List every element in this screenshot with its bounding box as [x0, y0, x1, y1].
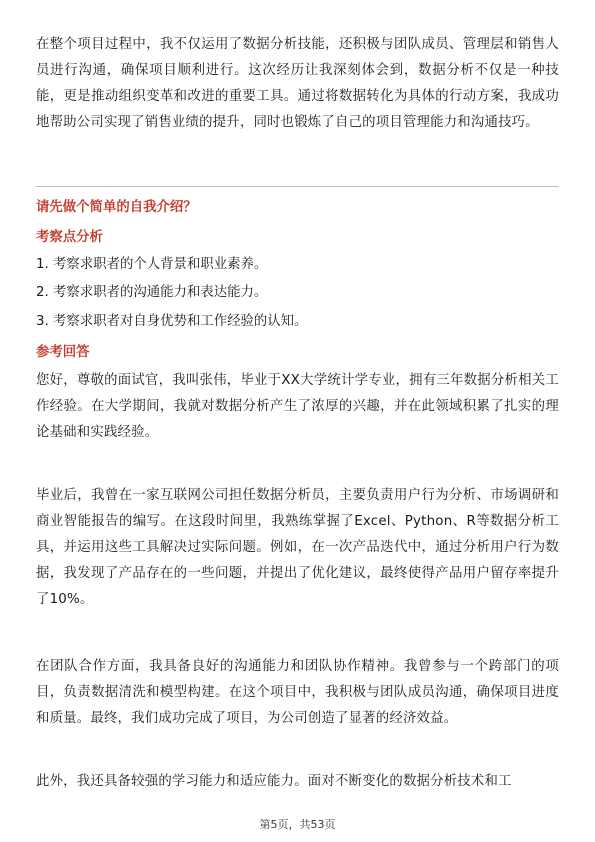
analysis-point: 1. 考察求职者的个人背景和职业素养。: [36, 257, 268, 272]
answer-paragraph: 此外，我还具备较强的学习能力和适应能力。面对不断变化的数据分析技术和工: [36, 774, 512, 789]
section-divider: [36, 186, 559, 187]
analysis-heading: 考察点分析: [36, 230, 103, 245]
answer-paragraph: 您好，尊敬的面试官，我叫张伟，毕业于XX大学统计学专业，拥有三年数据分析相关工作经验。在大学期间，我就对数据分析产生了浓厚的兴趣，并在此领域积累了扎实的理论基础和实践经验。: [36, 373, 559, 440]
page-number: 第5页，共53页: [259, 818, 336, 831]
intro-paragraph: 在整个项目过程中，我不仅运用了数据分析技能，还积极与团队成员、管理层和销售人员进行沟通，确保项目顺利进行。这次经历让我深刻体会到，数据分析不仅是一种技能，更是推动组织变革和改进的重要工具。通过将数据转化为具体的行动方案，我成功地帮助公司实现了销售业绩的提升，同时也锻炼了自己的项目管理能力和沟通技巧。: [36, 37, 559, 130]
analysis-point: 2. 考察求职者的沟通能力和表达能力。: [36, 285, 268, 300]
answer-heading: 参考回答: [36, 345, 90, 360]
interview-question: 请先做个简单的自我介绍？: [36, 200, 197, 215]
answer-paragraph: 在团队合作方面，我具备良好的沟通能力和团队协作精神。我曾参与一个跨部门的项目，负责数据清洗和模型构建。在这个项目中，我积极与团队成员沟通，确保项目进度和质量。最终，我们成功完成了项目，为公司创造了显著的经济效益。: [36, 659, 559, 726]
analysis-point: 3. 考察求职者对自身优势和工作经验的认知。: [36, 314, 308, 329]
answer-paragraph: 毕业后，我曾在一家互联网公司担任数据分析员，主要负责用户行为分析、市场调研和商业智能报告的编写。在这段时间里，我熟练掌握了Excel、Python、R等数据分析工具，并运用这些工具解决过实际问题。例如，在一次产品迭代中，通过分析用户行为数据，我发现了产品存在的一些问题，并提出了优化建议，最终使得产品用户留存率提升了10%。: [36, 488, 559, 607]
